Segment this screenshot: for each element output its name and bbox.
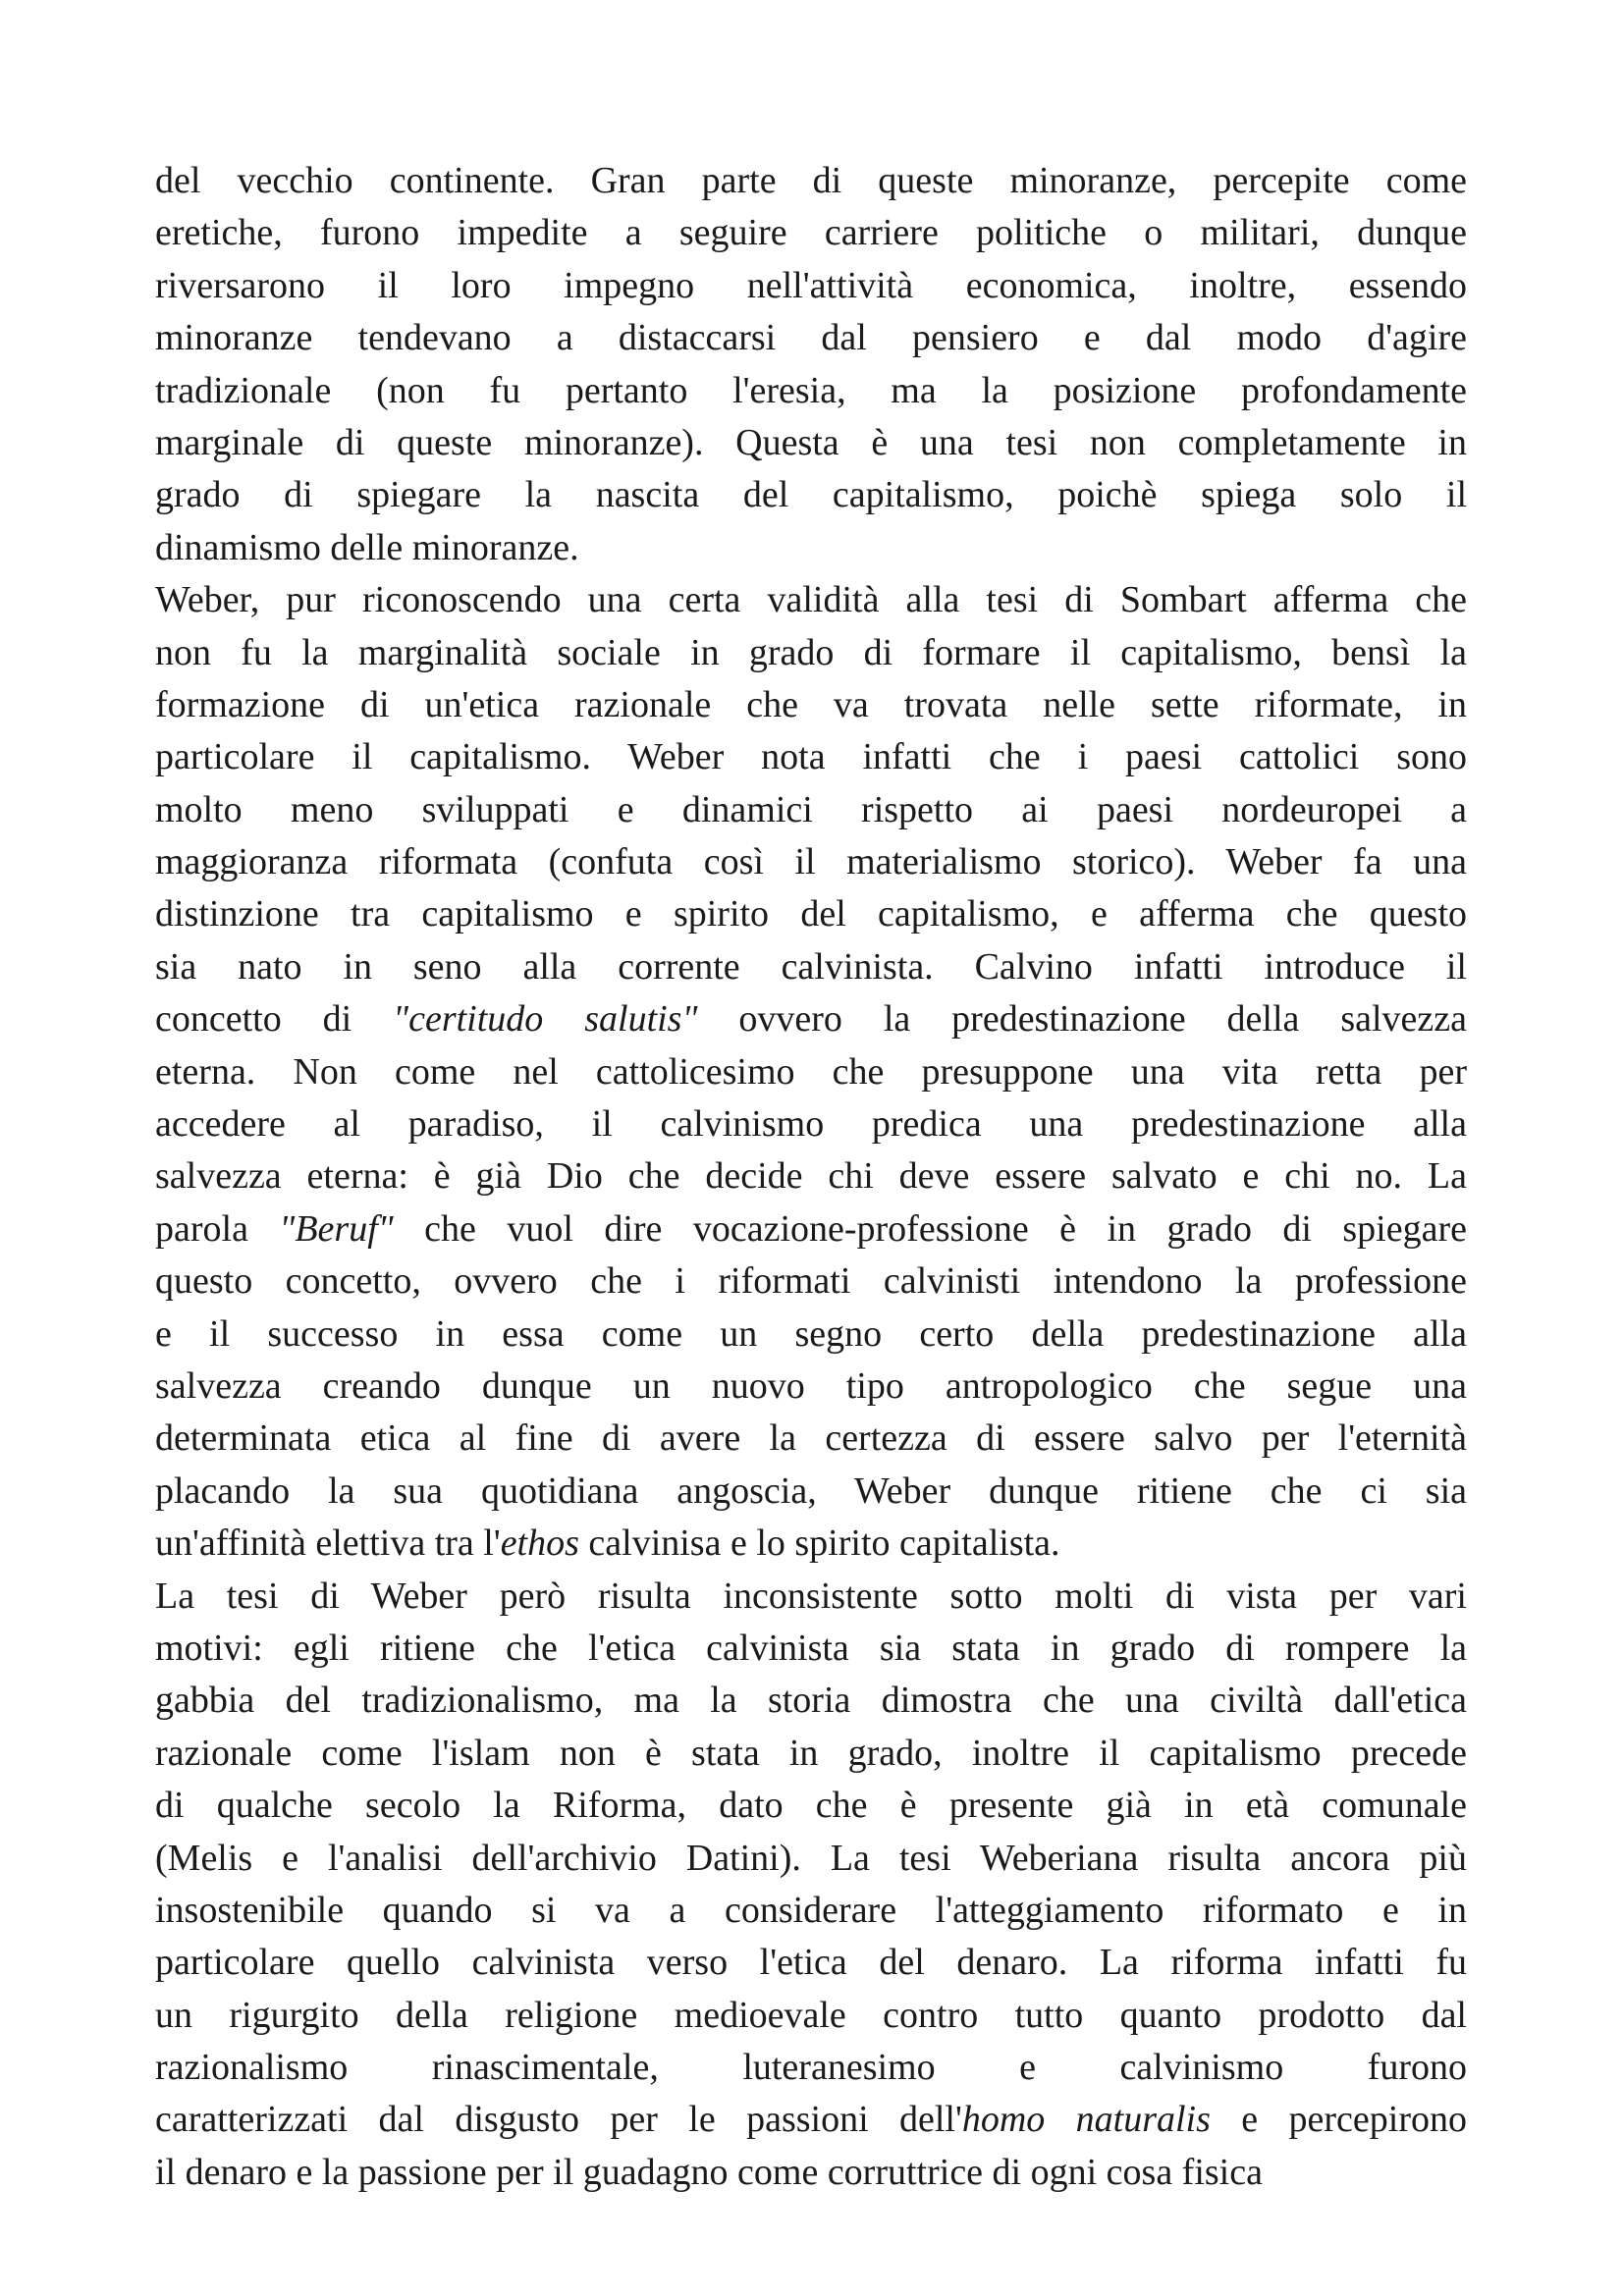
text-line	[155, 1518, 1467, 1570]
text-line	[155, 784, 1467, 836]
text-segment: dinamismo delle minoranze.	[155, 526, 579, 568]
text-line	[155, 260, 1467, 312]
text-segment: razionale come l'islam non è stata in grado, inoltre il capitalismo precede	[155, 1732, 1467, 1774]
body-text	[155, 155, 1467, 2199]
text-segment: e percepirono	[1210, 2099, 1467, 2141]
italic-term: "Beruf"	[279, 1207, 394, 1250]
text-segment: molto meno sviluppati e dinamici rispetto ai paesi nordeuropei a	[155, 788, 1467, 830]
text-line	[155, 1466, 1467, 1518]
text-segment: gabbia del tradizionalismo, ma la storia dimostra che una civiltà dall'etica	[155, 1680, 1467, 1722]
text-segment: non fu la marginalità sociale in grado di formare il capitalismo, bensì la	[155, 631, 1467, 673]
text-segment: che vuol dire vocazione-professione è in grado di spiegare	[393, 1207, 1467, 1250]
text-segment: salvezza eterna: è già Dio che decide chi deve essere salvato e chi no. La	[155, 1155, 1467, 1198]
italic-term: ethos	[500, 1522, 579, 1565]
text-segment: salvezza creando dunque un nuovo tipo antropologico che segue una	[155, 1364, 1467, 1407]
text-segment: La tesi di Weber però risulta inconsistente sotto molti di vista per vari	[155, 1575, 1467, 1617]
text-line	[155, 888, 1467, 940]
text-line	[155, 1990, 1467, 2042]
text-line	[155, 836, 1467, 888]
text-segment: grado di spiegare la nascita del capitalismo, poichè spiega solo il	[155, 474, 1467, 516]
text-line	[155, 1203, 1467, 1255]
text-line	[155, 731, 1467, 783]
text-segment: riversarono il loro impegno nell'attività economica, inoltre, essendo	[155, 264, 1467, 306]
text-segment: parola	[155, 1207, 280, 1250]
text-line	[155, 312, 1467, 364]
text-line	[155, 2094, 1467, 2146]
text-line	[155, 1780, 1467, 1832]
text-line	[155, 993, 1467, 1045]
text-segment: eretiche, furono impedite a seguire carriere politiche o militari, dunque	[155, 212, 1467, 254]
text-segment: determinata etica al fine di avere la certezza di essere salvo per l'eternità	[155, 1417, 1467, 1460]
text-line	[155, 365, 1467, 417]
text-line	[155, 417, 1467, 469]
text-segment: Weber, pur riconoscendo una certa validità alla tesi di Sombart afferma che	[155, 579, 1467, 621]
text-line	[155, 1046, 1467, 1098]
text-segment: caratterizzati dal disgusto per le passioni dell'	[155, 2099, 962, 2141]
text-segment: particolare il capitalismo. Weber nota infatti che i paesi cattolici sono	[155, 736, 1467, 778]
text-line	[155, 1885, 1467, 1937]
text-line	[155, 1255, 1467, 1308]
text-line	[155, 207, 1467, 259]
text-segment: di qualche secolo la Riforma, dato che è presente già in età comunale	[155, 1785, 1467, 1827]
text-segment: ovvero la predestinazione della salvezza	[697, 998, 1467, 1041]
text-line	[155, 1150, 1467, 1202]
text-segment: concetto di	[155, 998, 394, 1041]
text-line	[155, 1623, 1467, 1675]
text-line	[155, 574, 1467, 626]
italic-term: homo naturalis	[961, 2099, 1211, 2141]
italic-term: "certitudo salutis"	[393, 998, 698, 1041]
text-segment: il denaro e la passione per il guadagno come corruttrice di ogni cosa fisica	[155, 2151, 1263, 2193]
text-segment: sia nato in seno alla corrente calvinista. Calvino infatti introduce il	[155, 945, 1467, 988]
text-segment: e il successo in essa come un segno certo della predestinazione alla	[155, 1312, 1467, 1355]
text-line	[155, 941, 1467, 993]
text-segment: placando la sua quotidiana angoscia, Weber dunque ritiene che ci sia	[155, 1469, 1467, 1512]
text-segment: maggioranza riformata (confuta così il materialismo storico). Weber fa una	[155, 841, 1467, 883]
text-segment: questo concetto, ovvero che i riformati calvinisti intendono la professione	[155, 1260, 1467, 1303]
text-line	[155, 1361, 1467, 1413]
text-line	[155, 679, 1467, 731]
text-segment: del vecchio continente. Gran parte di queste minoranze, percepite come	[155, 160, 1467, 201]
text-line	[155, 469, 1467, 521]
text-segment: formazione di un'etica razionale che va trovata nelle sette riformate, in	[155, 683, 1467, 725]
text-segment: particolare quello calvinista verso l'etica del denaro. La riforma infatti fu	[155, 1942, 1467, 1984]
text-line	[155, 522, 1467, 574]
text-segment: distinzione tra capitalismo e spirito del capitalismo, e afferma che questo	[155, 893, 1467, 935]
text-line	[155, 155, 1467, 207]
text-line	[155, 1413, 1467, 1465]
text-line	[155, 1833, 1467, 1885]
text-segment: un rigurgito della religione medioevale contro tutto quanto prodotto dal	[155, 1994, 1467, 2036]
text-segment: motivi: egli ritiene che l'etica calvinista sia stata in grado di rompere la	[155, 1627, 1467, 1669]
text-line	[155, 1675, 1467, 1727]
text-line	[155, 2042, 1467, 2094]
text-segment: tradizionale (non fu pertanto l'eresia, ma la posizione profondamente	[155, 369, 1467, 411]
text-segment: razionalismo rinascimentale, luteranesimo e calvinismo furono	[155, 2047, 1467, 2089]
text-segment: calvinisa e lo spirito capitalista.	[578, 1522, 1060, 1565]
text-line	[155, 1098, 1467, 1150]
text-line	[155, 1937, 1467, 1989]
text-segment: eterna. Non come nel cattolicesimo che presuppone una vita retta per	[155, 1050, 1467, 1093]
text-segment: (Melis e l'analisi dell'archivio Datini). La tesi Weberiana risulta ancora più	[155, 1837, 1467, 1879]
text-line	[155, 2147, 1467, 2199]
text-line	[155, 1728, 1467, 1780]
text-segment: accedere al paradiso, il calvinismo predica una predestinazione alla	[155, 1103, 1467, 1146]
text-segment: marginale di queste minoranze). Questa è una tesi non completamente in	[155, 421, 1467, 463]
text-line	[155, 1571, 1467, 1623]
text-line	[155, 1308, 1467, 1361]
text-line	[155, 627, 1467, 679]
text-segment: un'affinità elettiva tra l'	[155, 1522, 501, 1565]
text-segment: insostenibile quando si va a considerare l'atteggiamento riformato e in	[155, 1889, 1467, 1931]
text-segment: minoranze tendevano a distaccarsi dal pensiero e dal modo d'agire	[155, 317, 1467, 359]
